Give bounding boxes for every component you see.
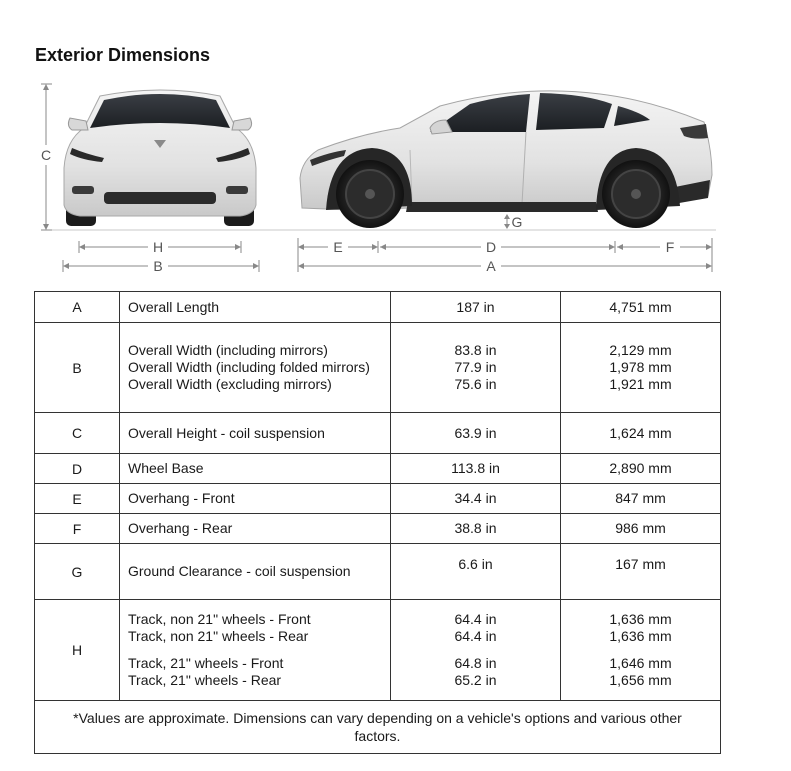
row-metric: 2,890 mm	[561, 454, 721, 484]
table-row	[35, 413, 721, 454]
row-code: C	[35, 413, 120, 454]
row-description: Track, non 21" wheels - Front Track, non 21" wheels - Rear Track, 21" wheels - Front Track, 21" wheels - Rear	[120, 600, 391, 701]
row-metric: 167 mm	[561, 544, 721, 600]
row-metric: 2,129 mm 1,978 mm 1,921 mm	[561, 323, 721, 413]
footnote: *Values are approximate. Dimensions can vary depending on a vehicle's options and various other factors.	[35, 701, 721, 754]
table-row	[35, 544, 721, 600]
dimensions-table	[34, 291, 721, 754]
row-imperial: 64.4 in 64.4 in 64.8 in 65.2 in	[391, 600, 561, 701]
table-row	[35, 292, 721, 323]
car-front-view	[64, 90, 256, 226]
row-description: Overhang - Rear	[120, 514, 391, 544]
row-code: E	[35, 484, 120, 514]
row-metric: 1,624 mm	[561, 413, 721, 454]
row-description: Overhang - Front	[120, 484, 391, 514]
dimension-d	[380, 241, 615, 253]
dimension-a	[298, 263, 712, 269]
row-imperial: 34.4 in	[391, 484, 561, 514]
dimension-g	[504, 214, 510, 229]
label-a: A	[486, 258, 496, 274]
row-description: Overall Length	[120, 292, 391, 323]
table-row	[35, 600, 721, 701]
row-code: A	[35, 292, 120, 323]
table-footnote-row	[35, 701, 721, 754]
row-description: Ground Clearance - coil suspension	[120, 544, 391, 600]
row-imperial: 187 in	[391, 292, 561, 323]
row-metric: 847 mm	[561, 484, 721, 514]
row-imperial: 6.6 in	[391, 544, 561, 600]
dimension-f	[617, 238, 712, 272]
exterior-dimensions-diagram	[0, 0, 791, 290]
row-imperial: 38.8 in	[391, 514, 561, 544]
row-code: D	[35, 454, 120, 484]
page-title: Exterior Dimensions	[35, 45, 211, 65]
row-code: G	[35, 544, 120, 600]
table-row	[35, 323, 721, 413]
table-row	[35, 484, 721, 514]
label-g: G	[511, 214, 523, 230]
row-description: Overall Height - coil suspension	[120, 413, 391, 454]
row-code: F	[35, 514, 120, 544]
label-c: C	[40, 147, 52, 163]
table-row	[35, 514, 721, 544]
label-e: E	[333, 239, 343, 255]
row-metric: 1,636 mm 1,636 mm 1,646 mm 1,656 mm	[561, 600, 721, 701]
table-row	[35, 454, 721, 484]
row-imperial: 113.8 in	[391, 454, 561, 484]
label-d: D	[485, 239, 497, 255]
row-description: Overall Width (including mirrors) Overall Width (including folded mirrors) Overall Width (excluding mirrors)	[120, 323, 391, 413]
row-description: Wheel Base	[120, 454, 391, 484]
row-imperial: 63.9 in	[391, 413, 561, 454]
row-code: H	[35, 600, 120, 701]
row-metric: 986 mm	[561, 514, 721, 544]
label-h: H	[152, 239, 164, 255]
row-code: B	[35, 323, 120, 413]
label-f: F	[665, 239, 675, 255]
label-b: B	[153, 258, 163, 274]
car-side-view	[300, 91, 712, 228]
row-metric: 4,751 mm	[561, 292, 721, 323]
row-imperial: 83.8 in 77.9 in 75.6 in	[391, 323, 561, 413]
